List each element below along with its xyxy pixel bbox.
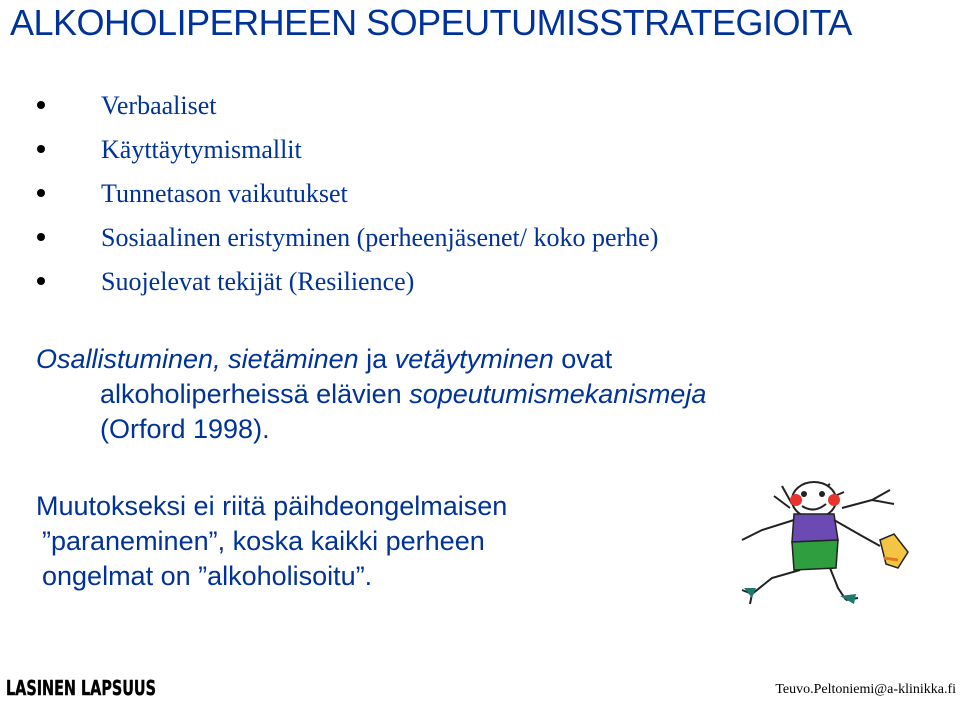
coping-mechanisms-paragraph bbox=[36, 342, 896, 447]
list-item bbox=[0, 172, 658, 216]
footer-email: Teuvo.Peltoniemi@a-klinikka.fi bbox=[775, 682, 956, 697]
list-item bbox=[0, 216, 658, 260]
paragraph-line: ”paraneminen”, koska kaikki perheen bbox=[42, 526, 485, 556]
paragraph-line bbox=[36, 377, 896, 412]
bullet-icon bbox=[37, 101, 45, 109]
emphasis-text: sopeutumismekanismeja bbox=[409, 379, 707, 409]
paragraph-line: ongelmat on ”alkoholisoitu”. bbox=[42, 561, 373, 591]
strategy-list bbox=[0, 84, 658, 304]
slide-title: ALKOHOLIPERHEEN SOPEUTUMISSTRATEGIOITA bbox=[10, 2, 852, 43]
list-item bbox=[0, 84, 658, 128]
list-item-label: Käyttäytymismallit bbox=[101, 135, 302, 164]
paragraph-line: (Orford 1998). bbox=[100, 414, 270, 444]
emphasis-text: vetäytyminen bbox=[394, 344, 554, 374]
list-item-label: Verbaaliset bbox=[101, 91, 217, 120]
plain-text: ja bbox=[358, 344, 395, 374]
paragraph-line bbox=[36, 342, 896, 377]
list-item bbox=[0, 260, 658, 304]
logo-text: LASINEN LAPSUUS bbox=[6, 676, 156, 700]
emphasis-text: Osallistuminen, sietäminen bbox=[36, 344, 359, 374]
plain-text: alkoholiperheissä elävien bbox=[100, 379, 410, 409]
list-item-label: Tunnetason vaikutukset bbox=[101, 179, 348, 208]
child-drawing-illustration bbox=[722, 470, 922, 620]
paragraph-line: Muutokseksi ei riitä päihdeongelmaisen bbox=[36, 491, 508, 521]
bullet-icon bbox=[37, 145, 45, 153]
list-item-label: Sosiaalinen eristyminen (perheenjäsenet/ koko perhe) bbox=[101, 223, 659, 252]
bullet-icon bbox=[37, 233, 45, 241]
lasinen-lapsuus-logo bbox=[4, 672, 160, 700]
change-paragraph bbox=[36, 489, 736, 594]
bullet-icon bbox=[37, 189, 45, 197]
plain-text: ovat bbox=[553, 344, 613, 374]
bullet-icon bbox=[37, 277, 45, 285]
list-item bbox=[0, 128, 658, 172]
list-item-label: Suojelevat tekijät (Resilience) bbox=[101, 267, 415, 296]
